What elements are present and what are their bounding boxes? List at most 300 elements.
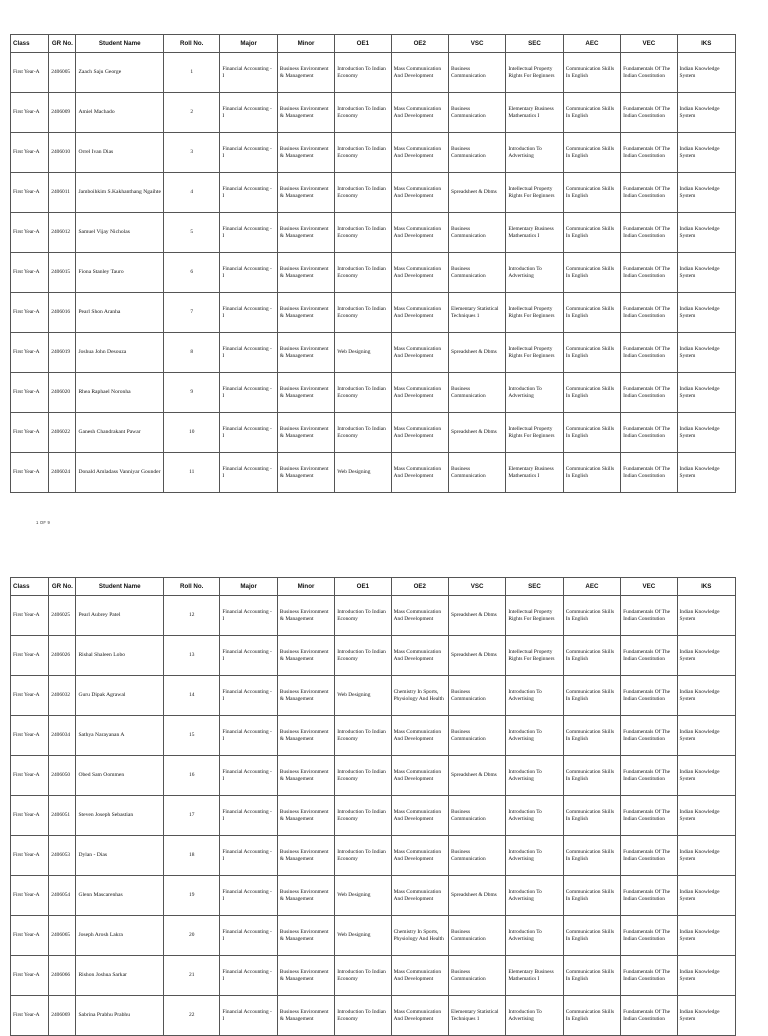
cell-minor: Business Environment & Management (277, 916, 334, 956)
cell-iks: Indian Knowledge System (677, 836, 736, 876)
cell-class: First Year-A (11, 93, 49, 133)
cell-roll-no: 12 (164, 596, 220, 636)
cell-vsc: Spreadsheet & Dbms (448, 413, 505, 453)
cell-iks: Indian Knowledge System (677, 413, 736, 453)
cell-iks: Indian Knowledge System (677, 596, 736, 636)
column-header-oe2: OE2 (391, 35, 448, 53)
cell-minor: Business Environment & Management (277, 956, 334, 996)
cell-sec: Intellectual Property Rights For Beginners (506, 413, 563, 453)
cell-iks: Indian Knowledge System (677, 876, 736, 916)
column-header-gr-no: GR No. (49, 578, 76, 596)
student-allocation-table (10, 577, 736, 1036)
cell-oe1: Web Designing (335, 876, 391, 916)
cell-gr-no: 2406024 (49, 453, 76, 493)
cell-roll-no: 14 (164, 676, 220, 716)
column-header-student-name: Student Name (76, 35, 164, 53)
table-row (11, 996, 736, 1036)
cell-class: First Year-A (11, 996, 49, 1036)
cell-oe1: Introduction To Indian Economy (335, 413, 391, 453)
cell-minor: Business Environment & Management (277, 53, 334, 93)
cell-student-name: Dylan - Dias (76, 836, 164, 876)
cell-aec: Communication Skills In English (563, 596, 620, 636)
cell-sec: Introduction To Advertising (506, 133, 563, 173)
cell-gr-no: 2406022 (49, 413, 76, 453)
column-header-vsc: VSC (448, 35, 505, 53)
cell-oe2: Mass Communication And Development (391, 836, 448, 876)
cell-oe2: Mass Communication And Development (391, 716, 448, 756)
cell-sec: Introduction To Advertising (506, 916, 563, 956)
cell-gr-no: 2406012 (49, 213, 76, 253)
cell-oe1: Web Designing (335, 676, 391, 716)
cell-oe1: Introduction To Indian Economy (335, 173, 391, 213)
cell-oe1: Introduction To Indian Economy (335, 836, 391, 876)
cell-student-name: Zaach Saju George (76, 53, 164, 93)
cell-gr-no: 2406019 (49, 333, 76, 373)
cell-aec: Communication Skills In English (563, 333, 620, 373)
cell-class: First Year-A (11, 676, 49, 716)
column-header-gr-no: GR No. (49, 35, 76, 53)
cell-vsc: Business Communication (448, 133, 505, 173)
cell-iks: Indian Knowledge System (677, 756, 736, 796)
cell-iks: Indian Knowledge System (677, 996, 736, 1036)
cell-sec: Introduction To Advertising (506, 756, 563, 796)
column-header-oe1: OE1 (335, 578, 391, 596)
cell-roll-no: 22 (164, 996, 220, 1036)
cell-student-name: Donald Amladass Vanniyar Gounder (76, 453, 164, 493)
cell-oe2: Mass Communication And Development (391, 93, 448, 133)
column-header-oe2: OE2 (391, 578, 448, 596)
column-header-minor: Minor (277, 35, 334, 53)
table-row (11, 213, 736, 253)
cell-class: First Year-A (11, 373, 49, 413)
table-row (11, 453, 736, 493)
cell-student-name: Pearl Shon Aranha (76, 293, 164, 333)
table-row (11, 916, 736, 956)
cell-student-name: Glenn Mascarenhas (76, 876, 164, 916)
cell-oe2: Mass Communication And Development (391, 133, 448, 173)
cell-sec: Intellectual Property Rights For Beginners (506, 596, 563, 636)
cell-aec: Communication Skills In English (563, 916, 620, 956)
cell-student-name: Samuel Vijay Nicholas (76, 213, 164, 253)
cell-oe2: Chemistry In Sports, Physiology And Health (391, 676, 448, 716)
cell-vec: Fundamentals Of The Indian Constitution (621, 796, 677, 836)
cell-gr-no: 2406069 (49, 996, 76, 1036)
cell-minor: Business Environment & Management (277, 133, 334, 173)
column-header-iks: IKS (677, 35, 736, 53)
cell-student-name: Fiona Stanley Tauro (76, 253, 164, 293)
cell-aec: Communication Skills In English (563, 836, 620, 876)
cell-roll-no: 16 (164, 756, 220, 796)
cell-vec: Fundamentals Of The Indian Constitution (621, 836, 677, 876)
cell-oe1: Introduction To Indian Economy (335, 996, 391, 1036)
cell-aec: Communication Skills In English (563, 53, 620, 93)
column-header-aec: AEC (563, 578, 620, 596)
cell-class: First Year-A (11, 756, 49, 796)
cell-minor: Business Environment & Management (277, 413, 334, 453)
cell-oe2: Mass Communication And Development (391, 996, 448, 1036)
cell-vec: Fundamentals Of The Indian Constitution (621, 676, 677, 716)
cell-vec: Fundamentals Of The Indian Constitution (621, 293, 677, 333)
cell-gr-no: 2406009 (49, 93, 76, 133)
cell-major: Financial Accounting - I (220, 956, 277, 996)
cell-iks: Indian Knowledge System (677, 133, 736, 173)
column-header-student-name: Student Name (76, 578, 164, 596)
cell-sec: Intellectual Property Rights For Beginners (506, 173, 563, 213)
cell-gr-no: 2406005 (49, 53, 76, 93)
cell-vsc: Business Communication (448, 716, 505, 756)
cell-oe1: Introduction To Indian Economy (335, 373, 391, 413)
cell-gr-no: 2406026 (49, 636, 76, 676)
cell-iks: Indian Knowledge System (677, 956, 736, 996)
column-header-class: Class (11, 35, 49, 53)
cell-major: Financial Accounting - I (220, 333, 277, 373)
cell-class: First Year-A (11, 53, 49, 93)
cell-oe2: Mass Communication And Development (391, 173, 448, 213)
cell-aec: Communication Skills In English (563, 956, 620, 996)
cell-iks: Indian Knowledge System (677, 373, 736, 413)
cell-iks: Indian Knowledge System (677, 636, 736, 676)
cell-gr-no: 2406053 (49, 836, 76, 876)
cell-major: Financial Accounting - I (220, 636, 277, 676)
cell-major: Financial Accounting - I (220, 716, 277, 756)
cell-student-name: Orrel Ivan Dias (76, 133, 164, 173)
cell-student-name: Amiel Machado (76, 93, 164, 133)
cell-minor: Business Environment & Management (277, 173, 334, 213)
cell-student-name: Rhea Raphael Noronha (76, 373, 164, 413)
column-header-iks: IKS (677, 578, 736, 596)
cell-class: First Year-A (11, 453, 49, 493)
cell-class: First Year-A (11, 333, 49, 373)
cell-class: First Year-A (11, 876, 49, 916)
cell-vsc: Elementary Statistical Techniques 1 (448, 996, 505, 1036)
cell-roll-no: 6 (164, 253, 220, 293)
table-row (11, 636, 736, 676)
cell-sec: Introduction To Advertising (506, 373, 563, 413)
table-row (11, 956, 736, 996)
cell-oe2: Mass Communication And Development (391, 796, 448, 836)
cell-sec: Introduction To Advertising (506, 836, 563, 876)
cell-minor: Business Environment & Management (277, 93, 334, 133)
column-header-oe1: OE1 (335, 35, 391, 53)
cell-minor: Business Environment & Management (277, 373, 334, 413)
cell-aec: Communication Skills In English (563, 676, 620, 716)
table-body (11, 596, 736, 1036)
cell-class: First Year-A (11, 293, 49, 333)
cell-major: Financial Accounting - I (220, 756, 277, 796)
table-row (11, 333, 736, 373)
cell-vsc: Business Communication (448, 796, 505, 836)
cell-aec: Communication Skills In English (563, 876, 620, 916)
cell-sec: Intellectual Property Rights For Beginners (506, 53, 563, 93)
cell-sec: Introduction To Advertising (506, 676, 563, 716)
cell-aec: Communication Skills In English (563, 293, 620, 333)
cell-student-name: Rishon Joshua Sarkar (76, 956, 164, 996)
cell-sec: Elementary Business Mathematics I (506, 213, 563, 253)
cell-class: First Year-A (11, 413, 49, 453)
header-row (11, 35, 736, 53)
cell-vec: Fundamentals Of The Indian Constitution (621, 93, 677, 133)
cell-oe1: Introduction To Indian Economy (335, 53, 391, 93)
table-row (11, 836, 736, 876)
cell-roll-no: 1 (164, 53, 220, 93)
cell-major: Financial Accounting - I (220, 453, 277, 493)
cell-vsc: Spreadsheet & Dbms (448, 756, 505, 796)
table-row (11, 796, 736, 836)
cell-gr-no: 2406032 (49, 676, 76, 716)
cell-roll-no: 3 (164, 133, 220, 173)
cell-minor: Business Environment & Management (277, 333, 334, 373)
cell-gr-no: 2406011 (49, 173, 76, 213)
cell-vec: Fundamentals Of The Indian Constitution (621, 916, 677, 956)
cell-roll-no: 5 (164, 213, 220, 253)
cell-oe1: Introduction To Indian Economy (335, 796, 391, 836)
cell-aec: Communication Skills In English (563, 453, 620, 493)
table-row (11, 293, 736, 333)
cell-vsc: Spreadsheet & Dbms (448, 876, 505, 916)
cell-roll-no: 11 (164, 453, 220, 493)
cell-minor: Business Environment & Management (277, 836, 334, 876)
cell-student-name: Sabrina Prabhu Prabhu (76, 996, 164, 1036)
table-row (11, 133, 736, 173)
cell-oe2: Chemistry In Sports, Physiology And Health (391, 916, 448, 956)
cell-vec: Fundamentals Of The Indian Constitution (621, 253, 677, 293)
cell-vec: Fundamentals Of The Indian Constitution (621, 596, 677, 636)
cell-oe1: Introduction To Indian Economy (335, 133, 391, 173)
cell-major: Financial Accounting - I (220, 373, 277, 413)
cell-oe2: Mass Communication And Development (391, 453, 448, 493)
table-body (11, 53, 736, 493)
cell-vsc: Business Communication (448, 676, 505, 716)
cell-minor: Business Environment & Management (277, 213, 334, 253)
cell-iks: Indian Knowledge System (677, 53, 736, 93)
cell-major: Financial Accounting - I (220, 676, 277, 716)
table-row (11, 53, 736, 93)
cell-vsc: Spreadsheet & Dbms (448, 636, 505, 676)
cell-class: First Year-A (11, 213, 49, 253)
table-row (11, 253, 736, 293)
table-row (11, 756, 736, 796)
cell-roll-no: 19 (164, 876, 220, 916)
column-header-vec: VEC (621, 578, 677, 596)
cell-student-name: Jamboihkim S.Kakhanthang Ngaihte (76, 173, 164, 213)
cell-oe2: Mass Communication And Development (391, 213, 448, 253)
cell-oe2: Mass Communication And Development (391, 53, 448, 93)
cell-major: Financial Accounting - I (220, 293, 277, 333)
column-header-sec: SEC (506, 578, 563, 596)
cell-sec: Introduction To Advertising (506, 716, 563, 756)
table-row (11, 716, 736, 756)
cell-aec: Communication Skills In English (563, 716, 620, 756)
cell-gr-no: 2406034 (49, 716, 76, 756)
table-row (11, 173, 736, 213)
cell-oe2: Mass Communication And Development (391, 596, 448, 636)
table-row (11, 876, 736, 916)
table-row (11, 93, 736, 133)
cell-iks: Indian Knowledge System (677, 716, 736, 756)
cell-oe1: Introduction To Indian Economy (335, 253, 391, 293)
cell-minor: Business Environment & Management (277, 716, 334, 756)
cell-vec: Fundamentals Of The Indian Constitution (621, 333, 677, 373)
cell-gr-no: 2406025 (49, 596, 76, 636)
cell-oe2: Mass Communication And Development (391, 876, 448, 916)
cell-major: Financial Accounting - I (220, 836, 277, 876)
cell-sec: Introduction To Advertising (506, 996, 563, 1036)
cell-roll-no: 15 (164, 716, 220, 756)
cell-gr-no: 2406010 (49, 133, 76, 173)
column-header-roll-no: Roll No. (164, 35, 220, 53)
cell-vsc: Business Communication (448, 253, 505, 293)
cell-major: Financial Accounting - I (220, 253, 277, 293)
page-counter: 1 OF 9 (36, 520, 50, 525)
cell-vsc: Business Communication (448, 836, 505, 876)
cell-iks: Indian Knowledge System (677, 333, 736, 373)
cell-vsc: Business Communication (448, 916, 505, 956)
cell-vec: Fundamentals Of The Indian Constitution (621, 53, 677, 93)
cell-vec: Fundamentals Of The Indian Constitution (621, 133, 677, 173)
cell-iks: Indian Knowledge System (677, 253, 736, 293)
cell-vsc: Elementary Statistical Techniques 1 (448, 293, 505, 333)
column-header-aec: AEC (563, 35, 620, 53)
cell-aec: Communication Skills In English (563, 796, 620, 836)
cell-oe1: Introduction To Indian Economy (335, 756, 391, 796)
student-allocation-table (10, 34, 736, 493)
cell-roll-no: 17 (164, 796, 220, 836)
cell-aec: Communication Skills In English (563, 413, 620, 453)
cell-vec: Fundamentals Of The Indian Constitution (621, 373, 677, 413)
cell-gr-no: 2406020 (49, 373, 76, 413)
cell-class: First Year-A (11, 636, 49, 676)
cell-iks: Indian Knowledge System (677, 676, 736, 716)
column-header-major: Major (220, 578, 277, 596)
cell-class: First Year-A (11, 173, 49, 213)
cell-oe2: Mass Communication And Development (391, 373, 448, 413)
cell-roll-no: 2 (164, 93, 220, 133)
cell-gr-no: 2406050 (49, 756, 76, 796)
cell-minor: Business Environment & Management (277, 796, 334, 836)
column-header-sec: SEC (506, 35, 563, 53)
cell-vec: Fundamentals Of The Indian Constitution (621, 453, 677, 493)
cell-minor: Business Environment & Management (277, 293, 334, 333)
cell-gr-no: 2406066 (49, 956, 76, 996)
cell-iks: Indian Knowledge System (677, 796, 736, 836)
cell-major: Financial Accounting - I (220, 796, 277, 836)
header-row (11, 578, 736, 596)
cell-vsc: Business Communication (448, 373, 505, 413)
cell-vec: Fundamentals Of The Indian Constitution (621, 956, 677, 996)
cell-oe2: Mass Communication And Development (391, 413, 448, 453)
cell-major: Financial Accounting - I (220, 93, 277, 133)
cell-vec: Fundamentals Of The Indian Constitution (621, 213, 677, 253)
cell-vsc: Business Communication (448, 453, 505, 493)
cell-vsc: Spreadsheet & Dbms (448, 596, 505, 636)
cell-major: Financial Accounting - I (220, 996, 277, 1036)
cell-vsc: Spreadsheet & Dbms (448, 173, 505, 213)
cell-aec: Communication Skills In English (563, 93, 620, 133)
cell-student-name: Guru Dipak Agrawal (76, 676, 164, 716)
cell-major: Financial Accounting - I (220, 53, 277, 93)
cell-roll-no: 20 (164, 916, 220, 956)
cell-roll-no: 4 (164, 173, 220, 213)
cell-gr-no: 2406065 (49, 916, 76, 956)
cell-minor: Business Environment & Management (277, 996, 334, 1036)
cell-oe1: Introduction To Indian Economy (335, 956, 391, 996)
cell-minor: Business Environment & Management (277, 876, 334, 916)
cell-oe1: Introduction To Indian Economy (335, 636, 391, 676)
cell-major: Financial Accounting - I (220, 876, 277, 916)
cell-sec: Intellectual Property Rights For Beginners (506, 293, 563, 333)
cell-vec: Fundamentals Of The Indian Constitution (621, 173, 677, 213)
cell-iks: Indian Knowledge System (677, 916, 736, 956)
cell-oe2: Mass Communication And Development (391, 333, 448, 373)
cell-aec: Communication Skills In English (563, 373, 620, 413)
cell-oe1: Introduction To Indian Economy (335, 293, 391, 333)
cell-major: Financial Accounting - I (220, 213, 277, 253)
cell-student-name: Pearl Aubrey Patel (76, 596, 164, 636)
cell-minor: Business Environment & Management (277, 596, 334, 636)
cell-minor: Business Environment & Management (277, 756, 334, 796)
cell-oe1: Web Designing (335, 916, 391, 956)
cell-student-name: Sathya Narayanan A (76, 716, 164, 756)
table-row (11, 413, 736, 453)
cell-roll-no: 21 (164, 956, 220, 996)
cell-oe1: Web Designing (335, 453, 391, 493)
cell-aec: Communication Skills In English (563, 253, 620, 293)
cell-sec: Elementary Business Mathematics I (506, 453, 563, 493)
cell-class: First Year-A (11, 716, 49, 756)
cell-minor: Business Environment & Management (277, 253, 334, 293)
cell-vec: Fundamentals Of The Indian Constitution (621, 636, 677, 676)
cell-student-name: Ganesh Chandrakant Pawar (76, 413, 164, 453)
cell-sec: Intellectual Property Rights For Beginners (506, 333, 563, 373)
cell-oe2: Mass Communication And Development (391, 253, 448, 293)
cell-oe2: Mass Communication And Development (391, 956, 448, 996)
table-row (11, 596, 736, 636)
cell-iks: Indian Knowledge System (677, 93, 736, 133)
cell-oe1: Introduction To Indian Economy (335, 213, 391, 253)
cell-vec: Fundamentals Of The Indian Constitution (621, 413, 677, 453)
cell-student-name: Obed Sam Oommen (76, 756, 164, 796)
cell-class: First Year-A (11, 133, 49, 173)
cell-iks: Indian Knowledge System (677, 213, 736, 253)
cell-aec: Communication Skills In English (563, 636, 620, 676)
cell-oe1: Web Designing (335, 333, 391, 373)
column-header-minor: Minor (277, 578, 334, 596)
column-header-vsc: VSC (448, 578, 505, 596)
cell-iks: Indian Knowledge System (677, 293, 736, 333)
cell-gr-no: 2406016 (49, 293, 76, 333)
cell-vec: Fundamentals Of The Indian Constitution (621, 716, 677, 756)
cell-major: Financial Accounting - I (220, 173, 277, 213)
cell-sec: Introduction To Advertising (506, 796, 563, 836)
cell-minor: Business Environment & Management (277, 676, 334, 716)
cell-minor: Business Environment & Management (277, 636, 334, 676)
cell-student-name: Joseph Arosh Lakra (76, 916, 164, 956)
cell-vec: Fundamentals Of The Indian Constitution (621, 756, 677, 796)
cell-class: First Year-A (11, 596, 49, 636)
cell-sec: Elementary Business Mathematics I (506, 956, 563, 996)
cell-oe1: Introduction To Indian Economy (335, 93, 391, 133)
cell-iks: Indian Knowledge System (677, 173, 736, 213)
cell-class: First Year-A (11, 836, 49, 876)
cell-vec: Fundamentals Of The Indian Constitution (621, 876, 677, 916)
cell-aec: Communication Skills In English (563, 996, 620, 1036)
cell-class: First Year-A (11, 253, 49, 293)
cell-sec: Intellectual Property Rights For Beginners (506, 636, 563, 676)
column-header-major: Major (220, 35, 277, 53)
student-table-page-1 (10, 34, 736, 493)
cell-roll-no: 7 (164, 293, 220, 333)
cell-class: First Year-A (11, 956, 49, 996)
